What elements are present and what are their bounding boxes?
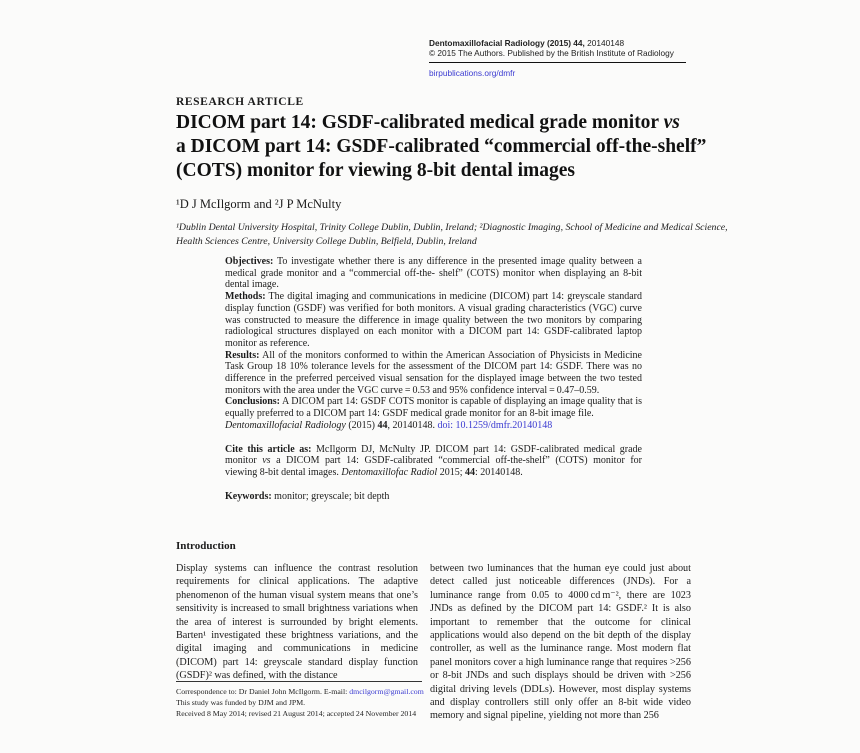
author-list: ¹D J McIlgorm and ²J P McNulty (176, 197, 342, 211)
cite-volume: 44 (464, 466, 475, 478)
intro-text-left: Display systems can influence the contrast resolution requirements for clinical applications. The adaptive phenomenon of the human visual system means that one’s sensitivity is increased to small brightness variations when the area of interest is surrounded by bright elements. Barten¹ investigated these brightness variations, and the digital imaging and communications in medicine (DICOM) part 14: greyscale standard display function (GSDF)² was defined, with the distance (176, 563, 418, 682)
keywords-label: Keywords: (225, 490, 272, 502)
intro-text-right: between two luminances that the human eye could just about detect called just noticeable differences (JNDs). For a luminance range from 0.05 to 4000 cd m⁻², there are 1023 JNDs as defined by the DICOM part 14: GSDF.² It is also important to remember that the outcome for clinical applications would also depend on the bit depth of the display controller, as well as the luminance range. Most modern flat panel monitors cover a high luminance range that requires >256 or 8-bit JNDs and such displays should be driven with >256 digital driving levels (DDLs). However, most display systems and display controllers still only offer an 8-bit wide video memory and signal pipeline, yielding not more than 256 (430, 563, 691, 722)
page-title (176, 111, 796, 183)
methods-label: Methods: (225, 291, 266, 303)
email-link[interactable]: dmcilgorm@gmail.com (349, 687, 424, 696)
publisher-link[interactable]: birpublications.org/dmfr (429, 68, 516, 79)
doi-link[interactable]: doi: 10.1259/dmfr.20140148 (437, 419, 553, 431)
footnote-block (176, 681, 426, 719)
correspondence-line (176, 686, 426, 697)
abstract-methods (225, 291, 642, 350)
title-line1-vs: vs (663, 112, 680, 133)
body-column-left (176, 562, 418, 683)
results-text: All of the monitors conformed to within the American Association of Physicists in Medicine Task Group 18 10% tolerance levels for the assessment of the DICOM part 14: GSDF. There was no difference in the preferred perceived visual sensation for the displayed image between the two tested monitors with the area under the VGC curve = 0.53 and 95% confidence interval = 0.47–0.59. (225, 349, 642, 396)
cite-label: Cite this article as: (225, 443, 312, 455)
body-column-right (430, 562, 691, 723)
journal-ref-id: , 20140148. (387, 419, 438, 431)
abstract-objectives (225, 256, 642, 291)
received-line: Received 8 May 2014; revised 21 August 2014; accepted 24 November 2014 (176, 709, 417, 718)
footnote-divider (176, 681, 422, 682)
abstract-results (225, 350, 642, 397)
journal-name-volume: Dentomaxillofacial Radiology (2015) 44, (429, 38, 585, 48)
article-type-label: RESEARCH ARTICLE (176, 96, 304, 108)
abstract (225, 256, 642, 502)
cite-text-3: 2015; (437, 466, 465, 478)
abstract-conclusions (225, 396, 642, 419)
section-heading-introduction: Introduction (176, 540, 236, 552)
header-divider (429, 62, 686, 63)
objectives-label: Objectives: (225, 256, 274, 267)
cite-text-1: McIlgorm DJ, McNulty JP. DICOM part 14: GSDF-calibrated medical grade monitor (225, 443, 642, 467)
affiliations: ¹Dublin Dental University Hospital, Trinity College Dublin, Dublin, Ireland; ²Diagnostic Imaging, School of Medicine and Medical Science, Health Sciences Centre, University College Dublin, Belfield, Dublin, Ireland (176, 222, 728, 247)
conclusions-label: Conclusions: (225, 396, 281, 408)
spacer (225, 479, 642, 491)
cite-text-4: : 20140148. (474, 466, 523, 478)
cite-vs: vs (262, 455, 271, 467)
journal-ref-year: (2015) (345, 419, 378, 431)
spacer (225, 432, 642, 444)
title-line1: DICOM part 14: GSDF-calibrated medical grade monitor (176, 112, 664, 133)
results-label: Results: (225, 349, 260, 361)
title-line2: a DICOM part 14: GSDF-calibrated “commercial off-the-shelf” (176, 136, 707, 157)
journal-header (429, 39, 691, 79)
keywords-line (225, 491, 642, 503)
cite-text-2: a DICOM part 14: GSDF-calibrated “commercial off-the-shelf” (COTS) monitor for viewing 8-bit dental images. (225, 455, 642, 478)
conclusions-text: A DICOM part 14: GSDF COTS monitor is capable of displaying an image quality that is equally preferred to a DICOM part 14: GSDF medical grade monitor for an 8-bit image file. (225, 396, 642, 420)
cite-journal-name: Dentomaxillofac Radiol (341, 466, 438, 478)
methods-text: The digital imaging and communications in medicine (DICOM) part 14: greyscale standard display function (GSDF) was verified for both monitors. A visual grading characteristics (VGC) curve was constructed to measure the difference in image quality between the two monitors by comparing radiological structures displayed on each monitor with a DICOM part 14: GSDF-calibrated laptop monitor as reference. (225, 291, 642, 349)
cite-paragraph (225, 444, 642, 479)
correspondence-text: Correspondence to: Dr Daniel John McIlgorm. E-mail: (176, 687, 350, 696)
objectives-text: To investigate whether there is any difference in the presented image quality between a medical grade monitor and a “commercial off-the- shelf” (COTS) monitor when displaying an 8-bit dental image. (225, 256, 642, 291)
abstract-journal-ref (225, 420, 642, 432)
keywords-text: monitor; greyscale; bit depth (271, 490, 390, 502)
journal-ref-name: Dentomaxillofacial Radiology (225, 419, 346, 431)
copyright-line: © 2015 The Authors. Published by the British Institute of Radiology (429, 47, 674, 58)
journal-article-id: 20140148 (584, 38, 625, 48)
journal-ref-volume: 44 (377, 419, 388, 431)
funding-line: This study was funded by DJM and JPM. (176, 698, 306, 707)
title-line3: (COTS) monitor for viewing 8-bit dental images (176, 160, 576, 181)
